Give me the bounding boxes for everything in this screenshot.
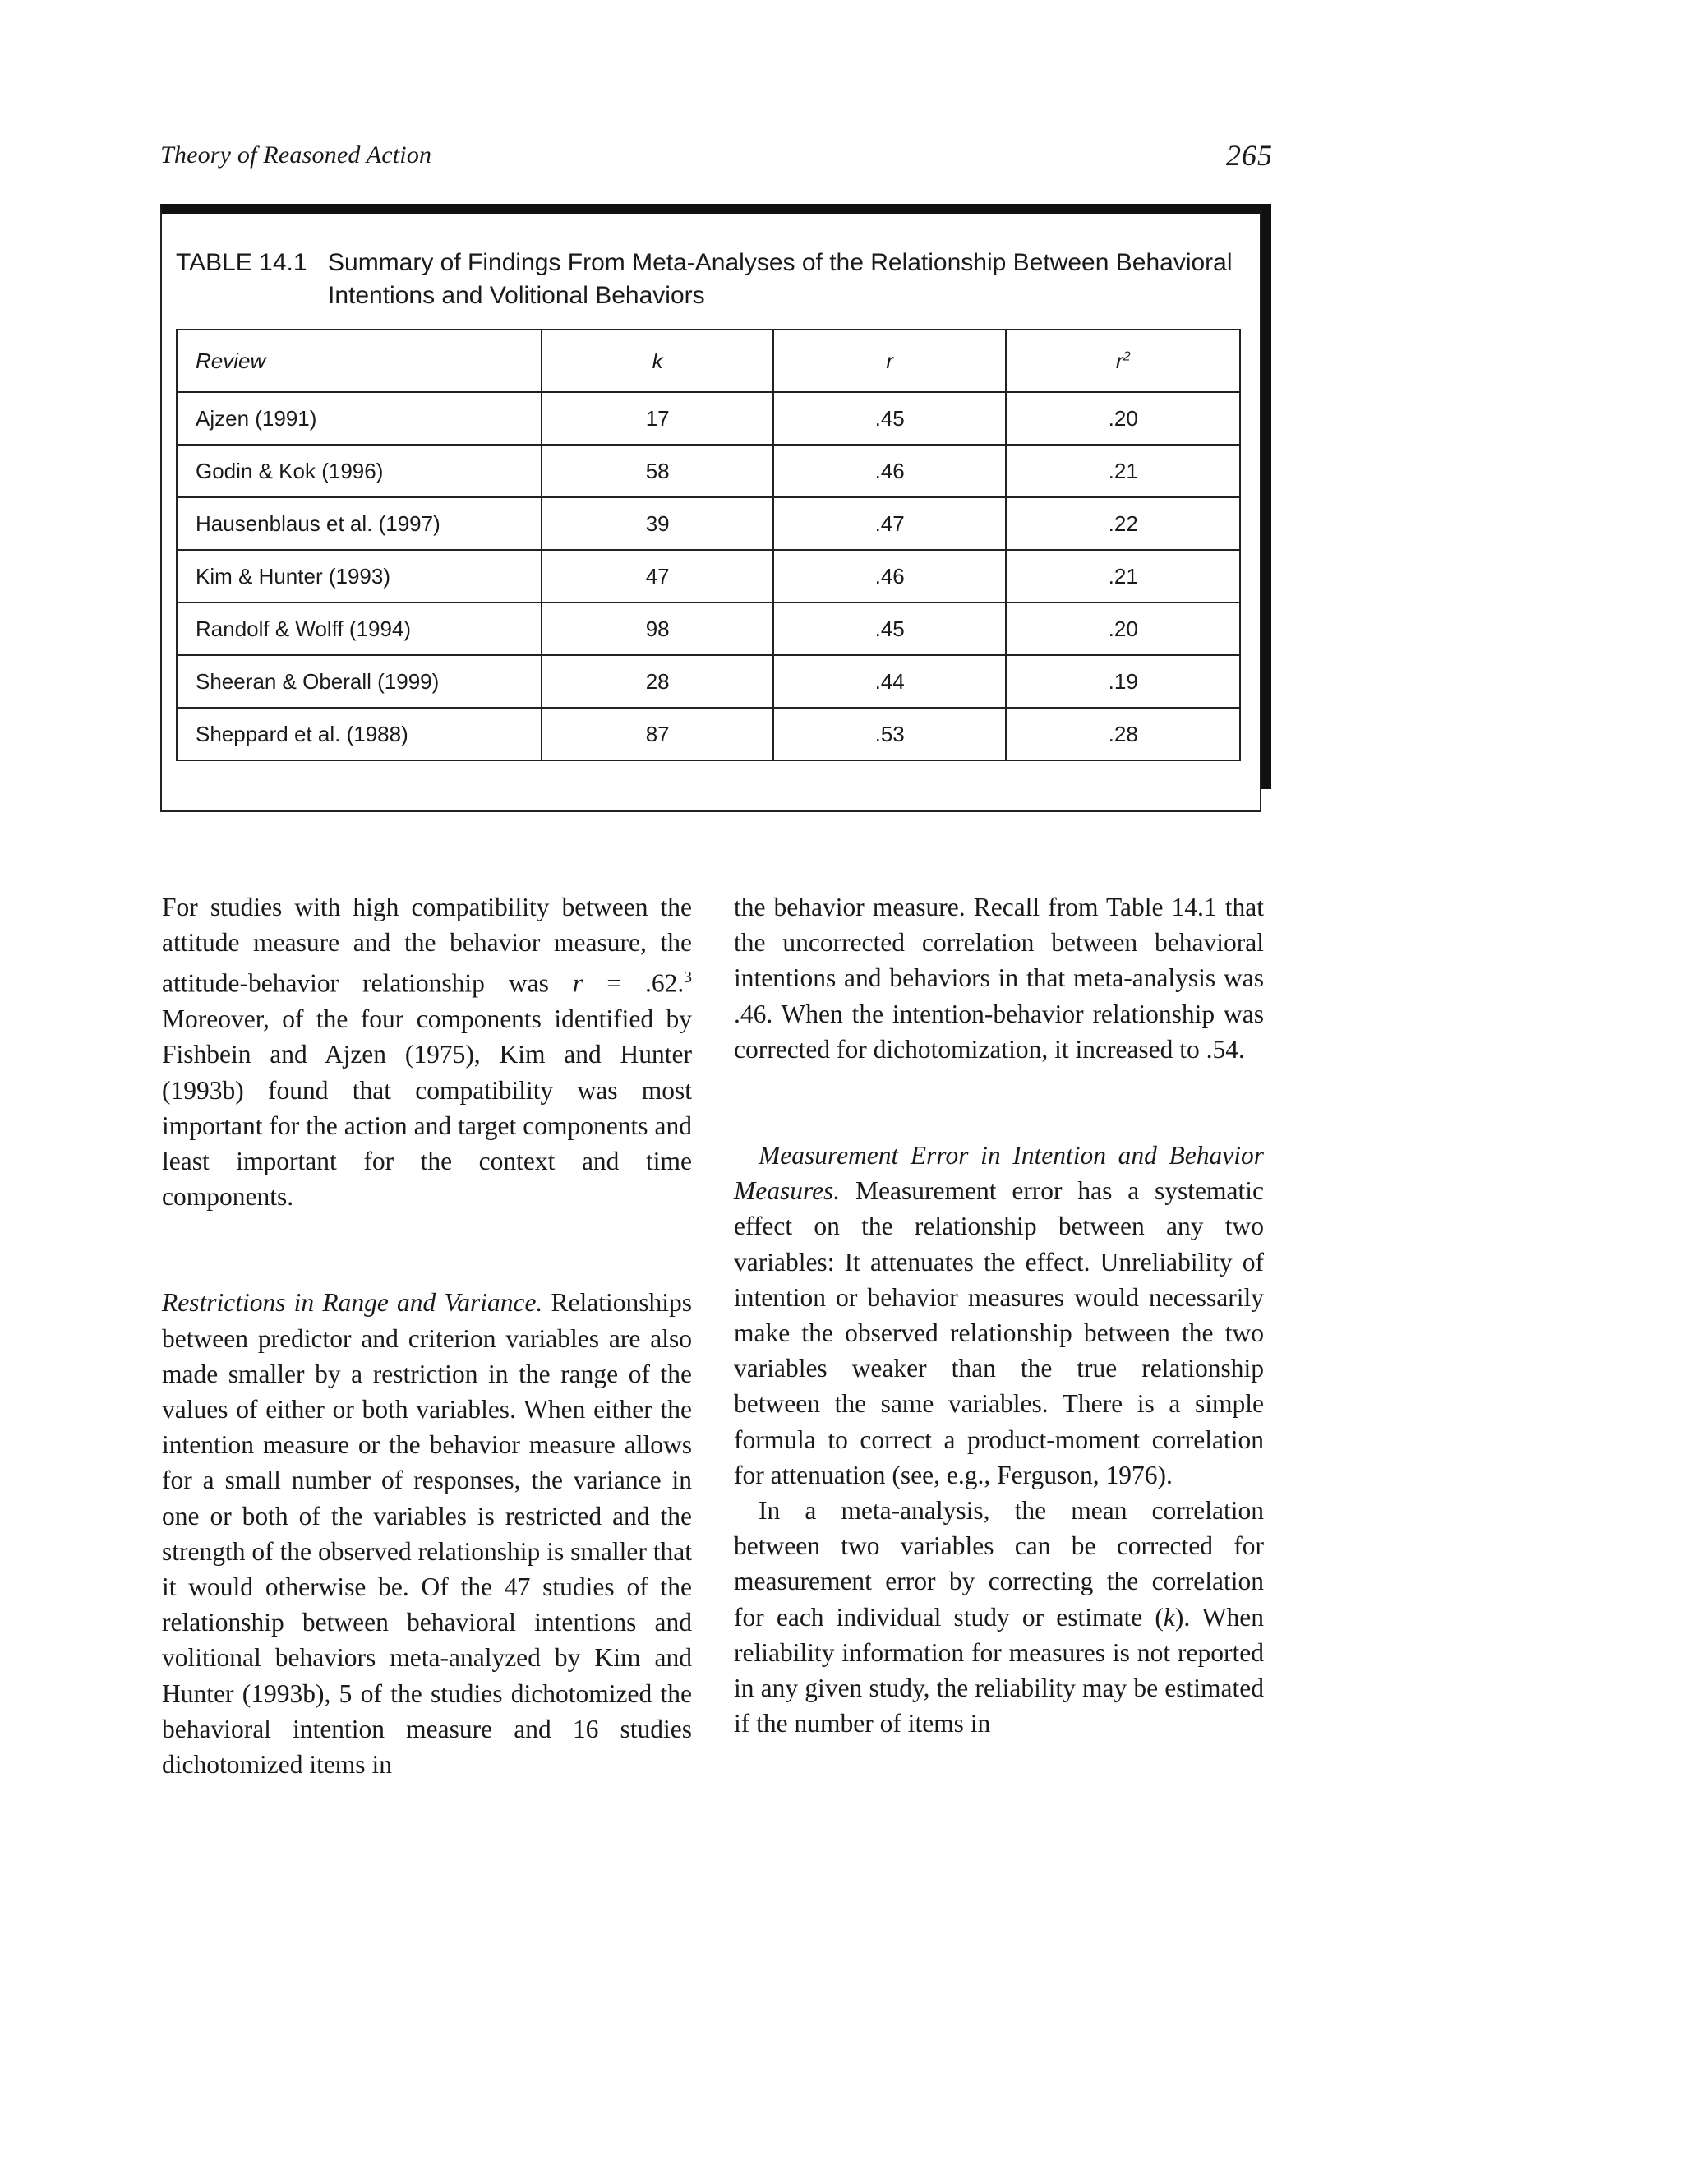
- right-paragraph-3: [734, 1493, 1264, 1741]
- cell-r-squared: .21: [1006, 445, 1240, 497]
- left-paragraph-1: [162, 889, 692, 1214]
- cell-k: 87: [542, 708, 773, 760]
- left-p1-part-b: = .62.: [583, 968, 685, 998]
- right-text-column: [734, 889, 1264, 1741]
- header-k: k: [542, 330, 773, 392]
- table-row: [177, 550, 1240, 603]
- meta-analysis-table: [176, 329, 1241, 761]
- right-p2-body: Measurement error has a systematic effect on the relationship between any two variables: It attenuates the effect. Unreliability of intention or behavior measures would necessarily make the observed relationship between the two variables weaker than the true relationship between the same variables. There is a simple formula to correct a product-moment correlation for attenuation (see, e.g., Ferguson, 1976).: [734, 1176, 1264, 1489]
- cell-r-squared: .19: [1006, 655, 1240, 708]
- header-review: Review: [177, 330, 542, 392]
- header-r-squared: [1006, 330, 1240, 392]
- table-row: [177, 708, 1240, 760]
- cell-k: 17: [542, 392, 773, 445]
- cell-k: 39: [542, 497, 773, 550]
- cell-r-squared: .21: [1006, 550, 1240, 603]
- page-number: 265: [1226, 139, 1273, 172]
- left-p2-body: Relationships between predictor and criterion variables are also made smaller by a restriction in the range of the values of either or both variables. When either the intention measure or the behavior measure allows for a small number of responses, the variance in one or both of the variables is restricted and the strength of the observed relationship is smaller that it would otherwise be. Of the 47 studies of the relationship between behavioral intentions and volitional behaviors meta-analyzed by Kim and Hunter (1993b), 5 of the studies dichotomized the behavioral intention measure and 16 studies dichotomized items in: [162, 1288, 692, 1779]
- cell-r-squared: .22: [1006, 497, 1240, 550]
- cell-k: 28: [542, 655, 773, 708]
- cell-review: Sheeran & Oberall (1999): [177, 655, 542, 708]
- left-p1-r-symbol: r: [572, 968, 583, 998]
- table-title-line-1: Summary of Findings From Meta-Analyses of the Relationship Between Behavioral: [328, 249, 1233, 276]
- table-title-line-2: Intentions and Volitional Behaviors: [328, 282, 705, 309]
- cell-review: Hausenblaus et al. (1997): [177, 497, 542, 550]
- left-text-column: [162, 889, 692, 1782]
- cell-review: Godin & Kok (1996): [177, 445, 542, 497]
- cell-k: 98: [542, 603, 773, 655]
- right-p3-part-a: In a meta-analysis, the mean correlation between two variables can be corrected for measurement error by correcting the correlation for each individual study or estimate (: [734, 1496, 1264, 1632]
- table-row: [177, 445, 1240, 497]
- footnote-marker: 3: [684, 969, 692, 987]
- table-row: [177, 655, 1240, 708]
- cell-r-squared: .28: [1006, 708, 1240, 760]
- table-row: [177, 497, 1240, 550]
- section-heading-restrictions: Restrictions in Range and Variance.: [162, 1288, 543, 1318]
- cell-r: .46: [773, 550, 1007, 603]
- cell-r: .47: [773, 497, 1007, 550]
- cell-r: .44: [773, 655, 1007, 708]
- left-p1-part-a: For studies with high compatibility between the attitude measure and the behavior measure, the attitude-behavior relationship was: [162, 893, 692, 998]
- cell-r: .46: [773, 445, 1007, 497]
- table-row: [177, 603, 1240, 655]
- right-paragraph-2: [734, 1138, 1264, 1493]
- cell-k: 47: [542, 550, 773, 603]
- left-p1-part-c: Moreover, of the four components identified by Fishbein and Ajzen (1975), Kim and Hunter (1993b) found that compatibility was most important for the action and target components and least important for the context and time components.: [162, 1004, 692, 1212]
- cell-review: Kim & Hunter (1993): [177, 550, 542, 603]
- cell-r: .53: [773, 708, 1007, 760]
- table-frame-shadow: [1261, 204, 1271, 789]
- table-caption: [176, 247, 1244, 312]
- cell-review: Sheppard et al. (1988): [177, 708, 542, 760]
- cell-r: .45: [773, 392, 1007, 445]
- cell-r: .45: [773, 603, 1007, 655]
- cell-r-squared: .20: [1006, 392, 1240, 445]
- header-r: r: [773, 330, 1007, 392]
- cell-review: Ajzen (1991): [177, 392, 542, 445]
- table-label: TABLE 14.1: [176, 249, 307, 276]
- running-head: Theory of Reasoned Action: [160, 141, 432, 169]
- left-paragraph-2: [162, 1285, 692, 1782]
- cell-r-squared: .20: [1006, 603, 1240, 655]
- table-header-row: [177, 330, 1240, 392]
- right-p3-part-b: ). When reliability information for measures is not reported in any given study, the reliability may be estimated if the number of items in: [734, 1602, 1264, 1738]
- header-r-squared-label: $r^2$: [1115, 348, 1131, 373]
- table-row: [177, 392, 1240, 445]
- section-heading-measurement-error: Measurement Error in Intention and Behavior Measures.: [734, 1141, 1264, 1206]
- right-p3-k-symbol: k: [1163, 1602, 1175, 1632]
- cell-k: 58: [542, 445, 773, 497]
- right-paragraph-1: the behavior measure. Recall from Table 14.1 that the uncorrected correlation between behavioral intentions and behaviors in that meta-analysis was .46. When the intention-behavior relationship was corrected for dichotomization, it increased to .54.: [734, 893, 1264, 1064]
- cell-review: Randolf & Wolff (1994): [177, 603, 542, 655]
